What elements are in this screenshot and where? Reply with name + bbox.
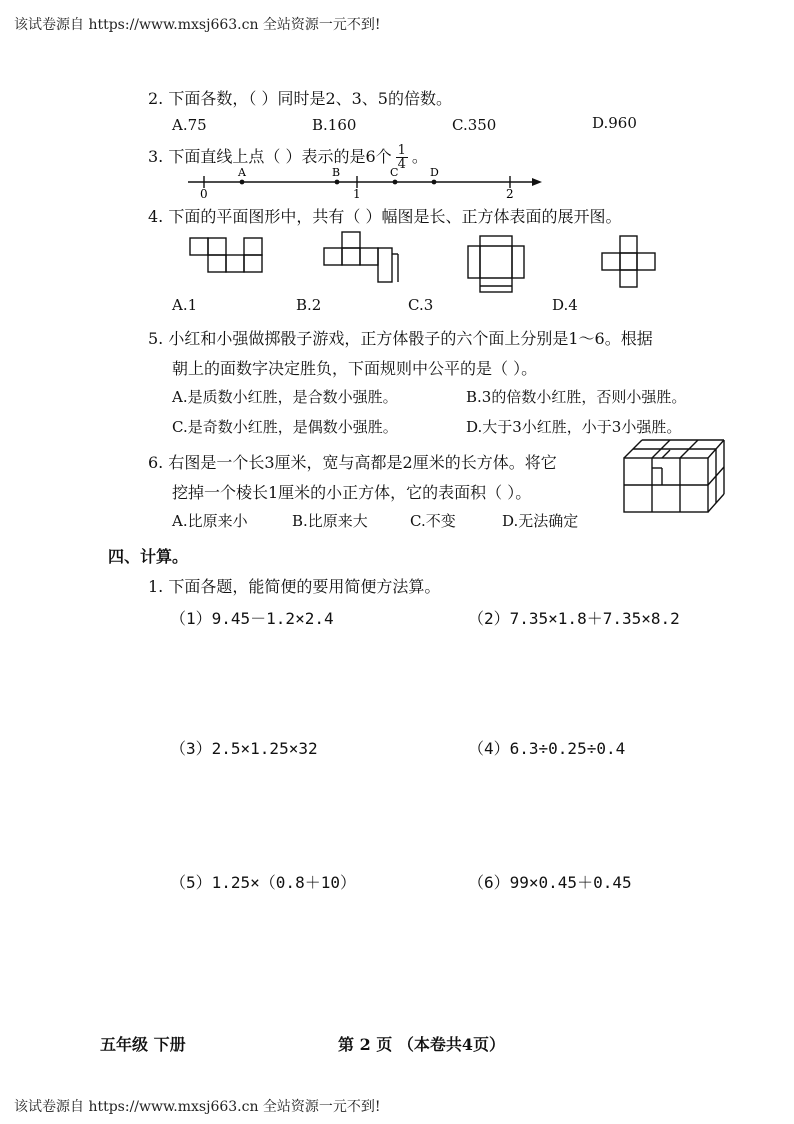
point-c xyxy=(393,180,398,185)
point-b xyxy=(335,180,340,185)
question-2-option-a: A.75 xyxy=(172,116,207,134)
fraction-numerator: 1 xyxy=(397,143,406,158)
footer-grade: 五年级 下册 xyxy=(100,1035,186,1054)
question-2-option-d: D.960 xyxy=(592,114,637,132)
question-2-option-b: B.160 xyxy=(312,116,357,134)
section-4-instruction: 1. 下面各题，能简便的要用简便方法算。 xyxy=(148,577,441,596)
question-4-option-c: C.3 xyxy=(408,296,434,314)
calc-item-5: （5）1.25×（0.8＋10） xyxy=(170,873,356,892)
calc-item-4: （4）6.3÷0.25÷0.4 xyxy=(468,739,626,758)
question-5-option-b: B.3的倍数小红胜，否则小强胜。 xyxy=(466,388,687,406)
question-5-option-d: D.大于3小红胜，小于3小强胜。 xyxy=(466,418,682,436)
cuboid-net-figure-c xyxy=(468,236,528,298)
header-watermark: 该试卷源自 https://www.mxsj663.cn 全站资源一元不到! xyxy=(14,17,381,33)
question-6-option-c: C.不变 xyxy=(410,512,456,530)
question-3-stem-end: 。 xyxy=(411,147,428,166)
question-6-line-2: 挖掉一个棱长1厘米的小正方体，它的表面积（ ）。 xyxy=(172,483,532,502)
question-6-option-d: D.无法确定 xyxy=(502,512,579,530)
question-5-option-c: C.是奇数小红胜，是偶数小强胜。 xyxy=(172,418,398,436)
question-4-option-a: A.1 xyxy=(172,296,198,314)
number-line xyxy=(180,166,550,202)
point-label-b: B xyxy=(332,166,341,179)
question-2-option-c: C.350 xyxy=(452,116,497,134)
question-2-stem: 2. 下面各数，（ ）同时是2、3、5的倍数。 xyxy=(148,89,452,108)
footer-watermark: 该试卷源自 https://www.mxsj663.cn 全站资源一元不到! xyxy=(14,1099,381,1115)
point-label-d: D xyxy=(430,166,439,179)
tick-label-0: 0 xyxy=(200,187,208,201)
question-5-option-a: A.是质数小红胜，是合数小强胜。 xyxy=(172,388,398,406)
point-d xyxy=(432,180,437,185)
section-4-title: 四、计算。 xyxy=(108,547,189,566)
fraction-denominator: 4 xyxy=(397,157,406,172)
point-label-a: A xyxy=(238,166,246,179)
question-4-option-d: D.4 xyxy=(552,296,578,314)
cube-net-figure-a xyxy=(190,238,270,274)
question-6-line-1: 6. 右图是一个长3厘米，宽与高都是2厘米的长方体。将它 xyxy=(148,453,557,472)
question-5-line-1: 5. 小红和小强做掷骰子游戏，正方体骰子的六个面上分别是1～6。根据 xyxy=(148,329,653,348)
question-6-option-b: B.比原来大 xyxy=(292,512,368,530)
question-3-stem-text: 3. 下面直线上点（ ）表示的是6个 xyxy=(148,147,392,166)
calc-item-1: （1）9.45－1.2×2.4 xyxy=(170,609,334,628)
tick-label-1: 1 xyxy=(353,187,361,201)
question-4-stem: 4. 下面的平面图形中，共有（ ）幅图是长、正方体表面的展开图。 xyxy=(148,207,622,226)
calc-item-3: （3）2.5×1.25×32 xyxy=(170,739,318,758)
question-5-line-2: 朝上的面数字决定胜负，下面规则中公平的是（ ）。 xyxy=(172,359,538,378)
tick-label-2: 2 xyxy=(506,187,514,201)
number-line-arrow xyxy=(532,178,542,186)
question-6-option-a: A.比原来小 xyxy=(172,512,248,530)
cube-net-figure-d xyxy=(602,236,662,290)
cuboid-with-cube-removed-figure xyxy=(624,438,724,514)
question-4-option-b: B.2 xyxy=(296,296,322,314)
point-label-c: C xyxy=(390,166,399,179)
calc-item-6: （6）99×0.45＋0.45 xyxy=(468,873,632,892)
footer-page-number: 第 2 页 （本卷共4页） xyxy=(338,1035,505,1054)
point-a xyxy=(240,180,245,185)
calc-item-2: （2）7.35×1.8＋7.35×8.2 xyxy=(468,609,680,628)
cube-net-figure-b xyxy=(324,232,404,288)
